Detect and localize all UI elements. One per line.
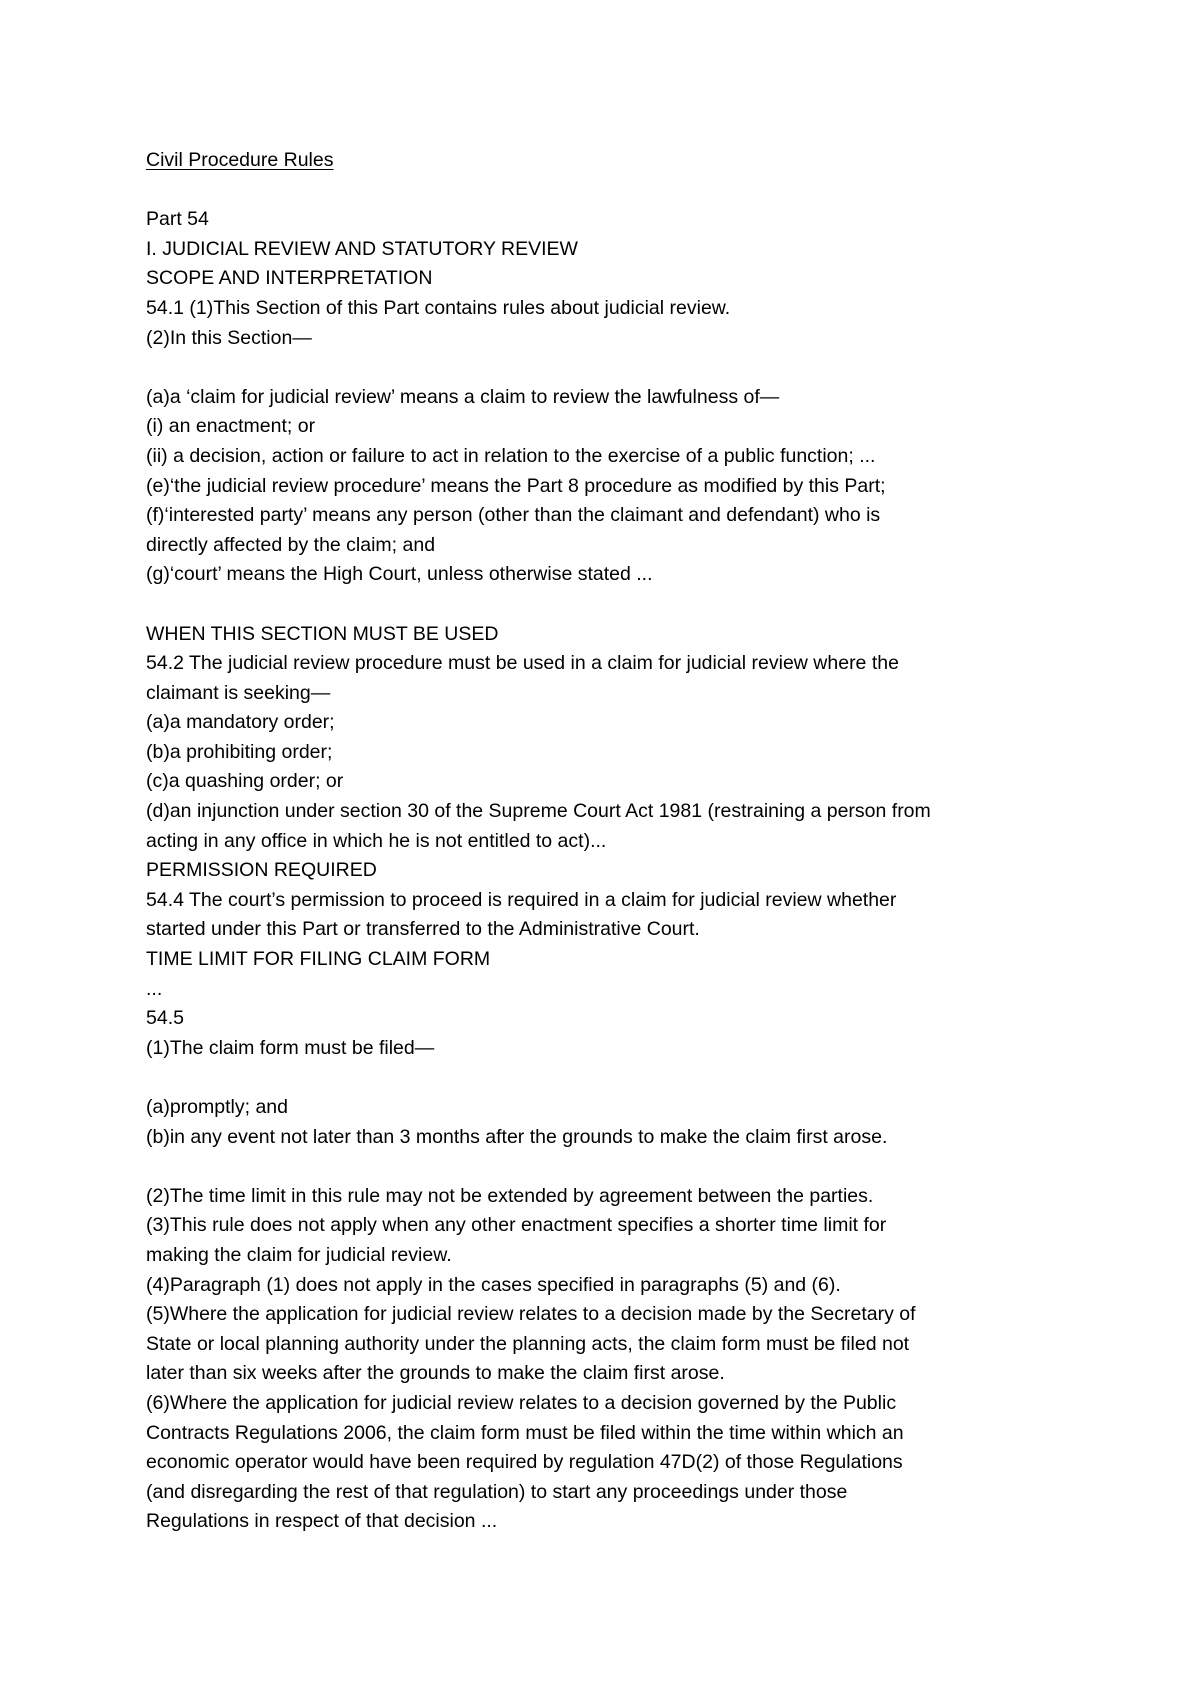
blank-line	[146, 353, 1106, 383]
text-line: (6)Where the application for judicial review relates to a decision governed by the Public	[146, 1391, 897, 1414]
text-line: SCOPE AND INTERPRETATION	[146, 267, 433, 290]
text-line: WHEN THIS SECTION MUST BE USED	[146, 622, 499, 645]
text-line: (e)‘the judicial review procedure’ means the Part 8 procedure as modified by this Part;	[146, 474, 886, 497]
text-line: later than six weeks after the grounds to make the claim first arose.	[146, 1362, 725, 1385]
text-line: TIME LIMIT FOR FILING CLAIM FORM	[146, 948, 491, 971]
text-line: (2)In this Section—	[146, 326, 312, 349]
text-line: PERMISSION REQUIRED	[146, 859, 377, 882]
blank-line	[146, 590, 1106, 620]
text-line: (f)‘interested party’ means any person (other than the claimant and defendant) who is	[146, 504, 881, 527]
text-line: (and disregarding the rest of that regulation) to start any proceedings under those	[146, 1480, 848, 1503]
text-line: directly affected by the claim; and	[146, 533, 436, 556]
blank-line	[146, 1063, 1106, 1093]
text-line: 54.1 (1)This Section of this Part contains rules about judicial review.	[146, 296, 731, 319]
text-line: (ii) a decision, action or failure to act in relation to the exercise of a public function; ...	[146, 444, 876, 467]
text-line: (c)a quashing order; or	[146, 770, 344, 793]
text-line: 54.4 The court’s permission to proceed is required in a claim for judicial review whether	[146, 888, 897, 911]
text-line: State or local planning authority under the planning acts, the claim form must be filed not	[146, 1332, 910, 1355]
text-line: (b)a prohibiting order;	[146, 740, 333, 763]
text-line: I. JUDICIAL REVIEW AND STATUTORY REVIEW	[146, 237, 578, 260]
text-line: (3)This rule does not apply when any other enactment specifies a shorter time limit for	[146, 1214, 887, 1237]
text-line: 54.2 The judicial review procedure must be used in a claim for judicial review where the	[146, 652, 899, 675]
text-line: (g)‘court’ means the High Court, unless otherwise stated ...	[146, 563, 653, 586]
text-line: (a)a mandatory order;	[146, 711, 335, 734]
text-line: (i) an enactment; or	[146, 415, 316, 438]
text-line: (4)Paragraph (1) does not apply in the cases specified in paragraphs (5) and (6).	[146, 1273, 841, 1296]
document-title: Civil Procedure Rules	[146, 149, 334, 171]
text-line: Regulations in respect of that decision ...	[146, 1510, 498, 1533]
text-line: claimant is seeking—	[146, 681, 331, 704]
text-line: 54.5	[146, 1007, 184, 1030]
blank-line	[146, 176, 1106, 206]
text-line: acting in any office in which he is not entitled to act)...	[146, 829, 607, 852]
document-page	[146, 146, 1106, 1537]
text-line: (1)The claim form must be filed—	[146, 1036, 435, 1059]
text-line: making the claim for judicial review.	[146, 1243, 452, 1266]
text-line: (a)a ‘claim for judicial review’ means a claim to review the lawfulness of—	[146, 385, 780, 408]
text-line: ...	[146, 977, 163, 1000]
text-line: (5)Where the application for judicial review relates to a decision made by the Secretary of	[146, 1303, 916, 1326]
document-body	[146, 176, 1106, 1537]
text-line: (d)an injunction under section 30 of the Supreme Court Act 1981 (restraining a person from	[146, 800, 931, 823]
text-line: (2)The time limit in this rule may not be extended by agreement between the parties.	[146, 1184, 874, 1207]
text-line: Part 54	[146, 208, 209, 231]
text-line: economic operator would have been required by regulation 47D(2) of those Regulations	[146, 1451, 903, 1474]
text-line: Contracts Regulations 2006, the claim form must be filed within the time within which an	[146, 1421, 904, 1444]
text-line: started under this Part or transferred to the Administrative Court.	[146, 918, 700, 941]
text-line: (b)in any event not later than 3 months after the grounds to make the claim first arose.	[146, 1125, 888, 1148]
blank-line	[146, 1152, 1106, 1182]
text-line: (a)promptly; and	[146, 1096, 288, 1118]
